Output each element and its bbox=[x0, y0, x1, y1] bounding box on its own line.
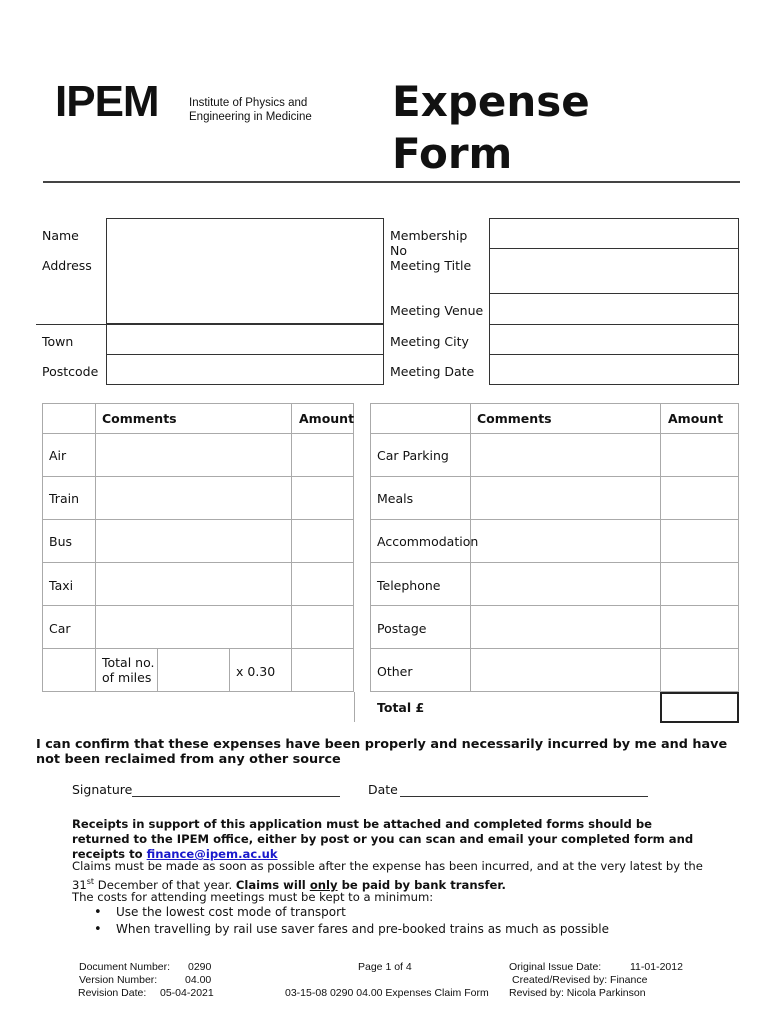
postcode-label: Postcode bbox=[42, 364, 99, 379]
accommodation-label: Accommodation bbox=[377, 534, 479, 549]
receipts-text: Receipts in support of this application must be attached and completed forms should be returned to the IPEM office, either by post or you can scan and email your completed form and receipts to bbox=[72, 817, 694, 861]
right-row-sep-1 bbox=[370, 476, 739, 477]
total-amount-input[interactable] bbox=[660, 692, 739, 723]
other-label: Other bbox=[377, 664, 413, 679]
meeting-city-label: Meeting City bbox=[390, 334, 469, 349]
left-amount-header: Amount bbox=[299, 411, 355, 426]
right-row-sep-2 bbox=[370, 519, 739, 520]
postcode-input[interactable] bbox=[106, 354, 384, 385]
telephone-label: Telephone bbox=[377, 578, 441, 593]
meeting-venue-input[interactable] bbox=[489, 293, 739, 325]
date-line[interactable] bbox=[400, 796, 648, 797]
membership-label: Membership No bbox=[390, 228, 468, 258]
left-row-sep-4 bbox=[42, 605, 354, 606]
left-row-sep-1 bbox=[42, 476, 354, 477]
revision-date: 05-04-2021 bbox=[160, 987, 214, 999]
page-number: Page 1 of 4 bbox=[358, 961, 412, 973]
right-row-sep-0 bbox=[370, 433, 739, 434]
postage-label: Postage bbox=[377, 621, 427, 636]
file-name: 03-15-08 0290 04.00 Expenses Claim Form bbox=[285, 987, 489, 999]
left-comments-header: Comments bbox=[102, 411, 177, 426]
signature-label: Signature bbox=[72, 782, 133, 797]
doc-number: 0290 bbox=[188, 961, 212, 973]
revision-label: Revision Date: bbox=[78, 987, 147, 999]
left-table-tail bbox=[354, 692, 355, 722]
claims-bold-1: Claims will bbox=[235, 877, 310, 892]
total-label: Total £ bbox=[377, 700, 425, 715]
claims-superscript: st bbox=[86, 877, 95, 886]
right-comments-header: Comments bbox=[477, 411, 552, 426]
logo-mark: IPEM bbox=[55, 77, 159, 126]
receipts-notice bbox=[72, 817, 712, 862]
bullet-item: • When travelling by rail use saver fares and pre-booked trains as much as possible bbox=[116, 921, 609, 938]
meeting-city-input[interactable] bbox=[489, 324, 739, 355]
air-comments-input[interactable] bbox=[96, 434, 291, 476]
train-label: Train bbox=[49, 491, 79, 506]
claims-text: Claims must be made as soon as possible after the expense has been incurred, and at the very latest by the 31 bbox=[72, 859, 703, 892]
car-label: Car bbox=[49, 621, 71, 636]
total-miles-label: Total no. of miles bbox=[102, 655, 155, 685]
claims-only: only bbox=[309, 877, 338, 892]
right-row-sep-3 bbox=[370, 562, 739, 563]
costs-bullets bbox=[72, 904, 609, 938]
bus-label: Bus bbox=[49, 534, 73, 549]
logo-text-line2: Engineering in Medicine bbox=[189, 111, 312, 123]
title-rule bbox=[43, 181, 740, 183]
name-label: Name bbox=[42, 228, 79, 243]
form-title-line1: Expense bbox=[392, 77, 590, 126]
address-bottom-rule bbox=[36, 324, 106, 325]
meals-label: Meals bbox=[377, 491, 414, 506]
claims-text-mid: December of that year. bbox=[94, 877, 236, 892]
membership-input[interactable] bbox=[489, 218, 739, 249]
taxi-label: Taxi bbox=[49, 578, 74, 593]
form-title bbox=[392, 76, 590, 180]
revised-by: Revised by: Nicola Parkinson bbox=[509, 987, 646, 999]
right-row-sep-4 bbox=[370, 605, 739, 606]
mileage-rate: x 0.30 bbox=[236, 664, 276, 679]
version-label: Version Number: bbox=[79, 974, 158, 986]
meeting-title-label: Meeting Title bbox=[390, 258, 472, 273]
town-label: Town bbox=[42, 334, 74, 349]
left-row-sep-2 bbox=[42, 519, 354, 520]
left-row-sep-3 bbox=[42, 562, 354, 563]
bullet-item: • Use the lowest cost mode of transport bbox=[116, 904, 609, 921]
right-amount-header: Amount bbox=[668, 411, 724, 426]
date-label: Date bbox=[368, 782, 398, 797]
meeting-title-input[interactable] bbox=[489, 248, 739, 294]
issue-date: 11-01-2012 bbox=[630, 961, 683, 973]
signature-line[interactable] bbox=[132, 796, 340, 797]
claims-bold-2: be paid by bank transfer. bbox=[337, 877, 506, 892]
air-label: Air bbox=[49, 448, 67, 463]
version-number: 04.00 bbox=[185, 974, 212, 986]
meeting-venue-label: Meeting Venue bbox=[390, 303, 484, 318]
created-by: Created/Revised by: Finance bbox=[512, 974, 648, 986]
name-input[interactable] bbox=[106, 218, 384, 249]
total-miles-input[interactable] bbox=[158, 649, 230, 692]
doc-number-label: Document Number: bbox=[79, 961, 171, 973]
address-label: Address bbox=[42, 258, 92, 273]
meeting-date-label: Meeting Date bbox=[390, 364, 475, 379]
address-input[interactable] bbox=[106, 248, 384, 324]
right-row-sep-5 bbox=[370, 648, 739, 649]
confirmation-text: I can confirm that these expenses have been properly and necessarily incurred by me and have not been reclaimed from any other source bbox=[36, 737, 728, 767]
costs-intro: The costs for attending meetings must be kept to a minimum: bbox=[72, 890, 434, 904]
logo-text-line1: Institute of Physics and bbox=[189, 97, 308, 109]
car-parking-label: Car Parking bbox=[377, 448, 449, 463]
form-title-line2: Form bbox=[392, 129, 513, 178]
claims-notice bbox=[72, 859, 722, 893]
air-amount-input[interactable] bbox=[292, 434, 354, 476]
town-input[interactable] bbox=[106, 324, 384, 355]
meeting-date-input[interactable] bbox=[489, 354, 739, 385]
issue-date-label: Original Issue Date: bbox=[509, 961, 602, 973]
finance-email-link[interactable]: finance@ipem.ac.uk bbox=[146, 847, 278, 861]
